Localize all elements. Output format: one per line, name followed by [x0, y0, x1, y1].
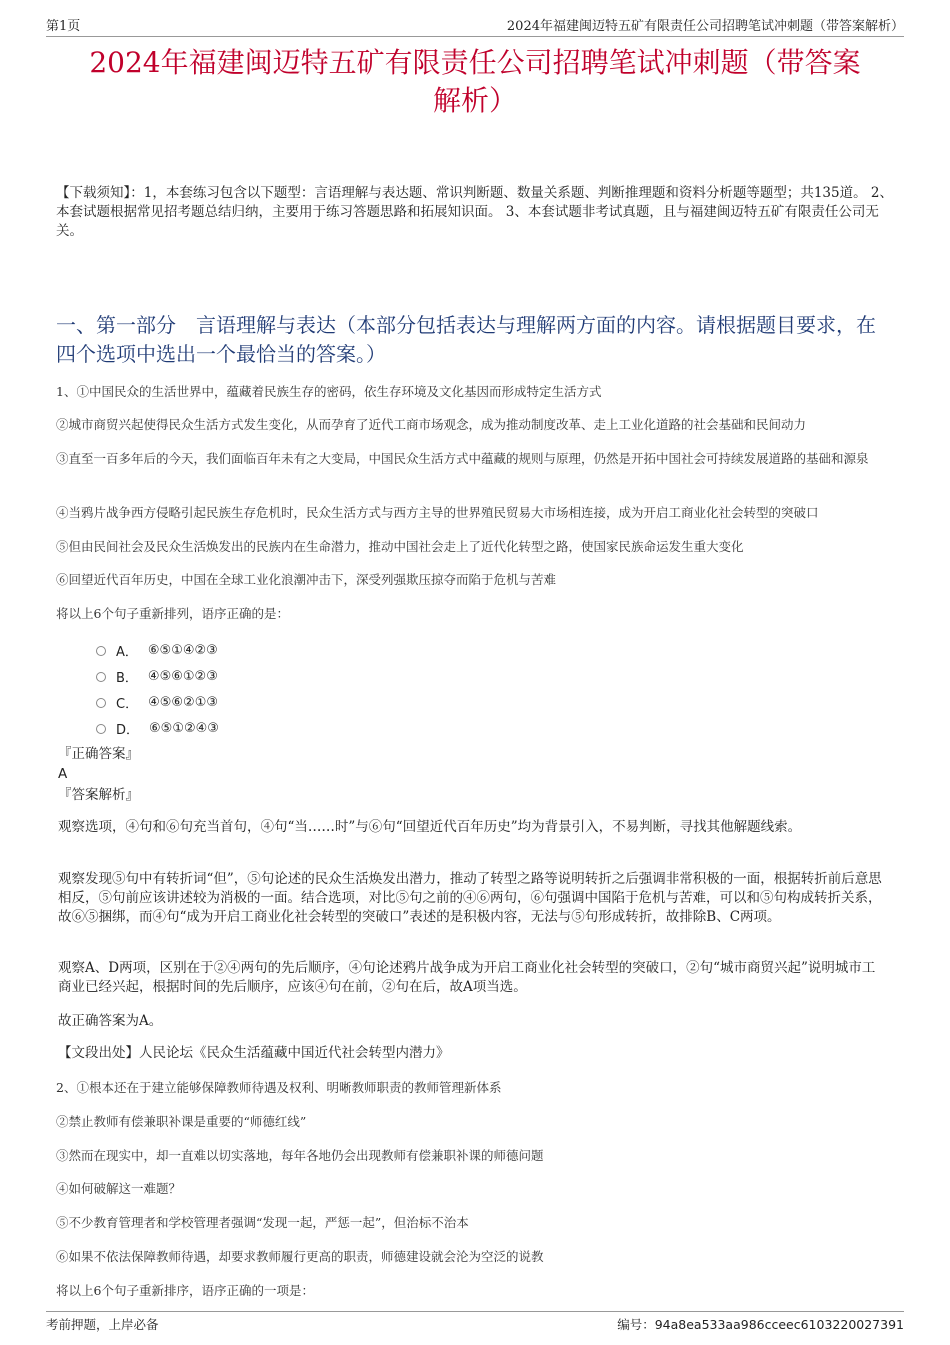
- document-title: [40, 44, 910, 120]
- q1-sentence-1: 1、①中国民众的生活世界中，蕴藏着民族生存的密码，依生存环境及文化基因而形成特定生活方式: [56, 384, 602, 399]
- title-line-2: 解析）: [432, 84, 517, 117]
- footer-code-wrap: [617, 1315, 904, 1333]
- q1-sentence-2: ②城市商贸兴起使得民众生活方式发生变化，从而孕育了近代工商市场观念，成为推动制度改革、走上工业化道路的社会基础和民间动力: [56, 417, 807, 432]
- q1-sentence-6: ⑥回望近代百年历史，中国在全球工业化浪潮冲击下，深受列强欺压掠夺而陷于危机与苦难: [56, 572, 557, 587]
- radio-icon[interactable]: [96, 724, 106, 734]
- section-heading: 一、第一部分 言语理解与表达（本部分包括表达与理解两方面的内容。请根据题目要求，在四个选项中选出一个最恰当的答案。）: [56, 313, 876, 366]
- q1-sentence-5: ⑤但由民间社会及民众生活焕发出的民族内在生命潜力，推动中国社会走上了近代化转型之路，使国家民族命运发生重大变化: [56, 539, 744, 554]
- footer-code: 94a8ea533aa986cceec6103220027391: [654, 1317, 904, 1332]
- q2-sentence-6: ⑥如果不依法保障教师待遇，却要求教师履行更高的职责，师德建设就会沦为空泛的说教: [56, 1249, 544, 1264]
- q2-sentence-4: ④如何破解这一难题？: [56, 1181, 182, 1196]
- header-doc-title: 2024年福建闽迈特五矿有限责任公司招聘笔试冲刺题（带答案解析）: [506, 19, 904, 34]
- q1-option-a[interactable]: [96, 641, 218, 660]
- q2-sentence-1: 2、①根本还在于建立能够保障教师待遇及权利、明晰教师职责的教师管理新体系: [56, 1080, 502, 1095]
- answer-label: 『正确答案』: [58, 746, 139, 762]
- q1-explanation-3: 观察A、D两项，区别在于②④两句的先后顺序，④句论述鸦片战争成为开启工商业化社会转型的突破口，②句“城市商贸兴起”说明城市工商业已经兴起，根据时间的先后顺序，应该④句在前，②句在后，故A项当选。: [58, 960, 876, 995]
- q2-sentence-2: ②禁止教师有偿兼职补课是重要的“师德红线”: [56, 1114, 307, 1129]
- page-header: [46, 14, 904, 37]
- q2-sentence-3: ③然而在现实中，却一直难以切实落地，每年各地仍会出现教师有偿兼职补课的师德问题: [56, 1148, 544, 1163]
- q2-prompt: 将以上6个句子重新排序，语序正确的一项是：: [56, 1283, 314, 1298]
- q1-explanation-2: 观察发现⑤句中有转折词“但”，⑤句论述的民众生活焕发出潜力，推动了转型之路等说明转折之后强调非常积极的一面，根据转折前后意思相反，⑤句前应该讲述较为消极的一面。结合选项，对比⑤句之前的④⑥两句，⑥句强调中国陷于危机与苦难，可以和⑤句构成转折关系，故⑥⑤捆绑，而④句“成为开启工商业化社会转型的突破口”表述的是积极内容，无法与⑤句形成转折，故排除B、C两项。: [58, 871, 882, 925]
- q1-option-b[interactable]: [96, 667, 218, 686]
- option-text: ④⑤⑥②①③: [148, 695, 219, 710]
- q1-prompt: 将以上6个句子重新排列，语序正确的是：: [56, 606, 289, 621]
- download-notice: 【下载须知】：1，本套练习包含以下题型：言语理解与表达题、常识判断题、数量关系题、判断推理题和资料分析题等题型；共135道。 2、本套试题根据常见招考题总结归纳，主要用于练习答题思路和拓展知识面。 3、本套试题非考试真题，且与福建闽迈特五矿有限责任公司无关。: [56, 185, 893, 239]
- option-letter: A．: [116, 645, 138, 660]
- option-letter: C．: [116, 697, 139, 712]
- q1-explanation-4: 故正确答案为A。: [58, 1013, 163, 1029]
- option-letter: D．: [116, 723, 140, 738]
- q1-option-d[interactable]: [96, 719, 219, 738]
- page-footer: [46, 1311, 904, 1334]
- title-line-1: 2024年福建闽迈特五矿有限责任公司招聘笔试冲刺题（带答案: [89, 46, 861, 79]
- radio-icon[interactable]: [96, 646, 106, 656]
- footer-slogan: 考前押题，上岸必备: [46, 1317, 159, 1332]
- option-text: ④⑤⑥①②③: [147, 669, 218, 684]
- q1-explanation-1: 观察选项，④句和⑥句充当首句，④句“当……时”与⑥句“回望近代百年历史”均为背景引入，不易判断，寻找其他解题线索。: [58, 819, 802, 835]
- radio-icon[interactable]: [96, 698, 106, 708]
- answer-value: A: [58, 766, 68, 782]
- option-letter: B．: [116, 671, 138, 686]
- q1-option-c[interactable]: [96, 693, 218, 712]
- q1-sentence-4: ④当鸦片战争西方侵略引起民族生存危机时，民众生活方式与西方主导的世界殖民贸易大市场相连接，成为开启工商业化社会转型的突破口: [56, 505, 819, 520]
- q1-source: 【文段出处】人民论坛《民众生活蕴藏中国近代社会转型内潜力》: [58, 1045, 450, 1061]
- option-text: ⑥⑤①②④③: [149, 721, 219, 736]
- footer-code-label: 编号：: [617, 1317, 655, 1332]
- radio-icon[interactable]: [96, 672, 106, 682]
- q2-sentence-5: ⑤不少教育管理者和学校管理者强调“发现一起，严惩一起”，但治标不治本: [56, 1215, 469, 1230]
- analysis-label: 『答案解析』: [58, 787, 139, 803]
- page-number: 第1页: [46, 19, 81, 34]
- option-text: ⑥⑤①④②③: [147, 643, 218, 658]
- q1-sentence-3: ③直至一百多年后的今天，我们面临百年未有之大变局，中国民众生活方式中蕴藏的规则与原理，仍然是开拓中国社会可持续发展道路的基础和源泉: [56, 451, 869, 466]
